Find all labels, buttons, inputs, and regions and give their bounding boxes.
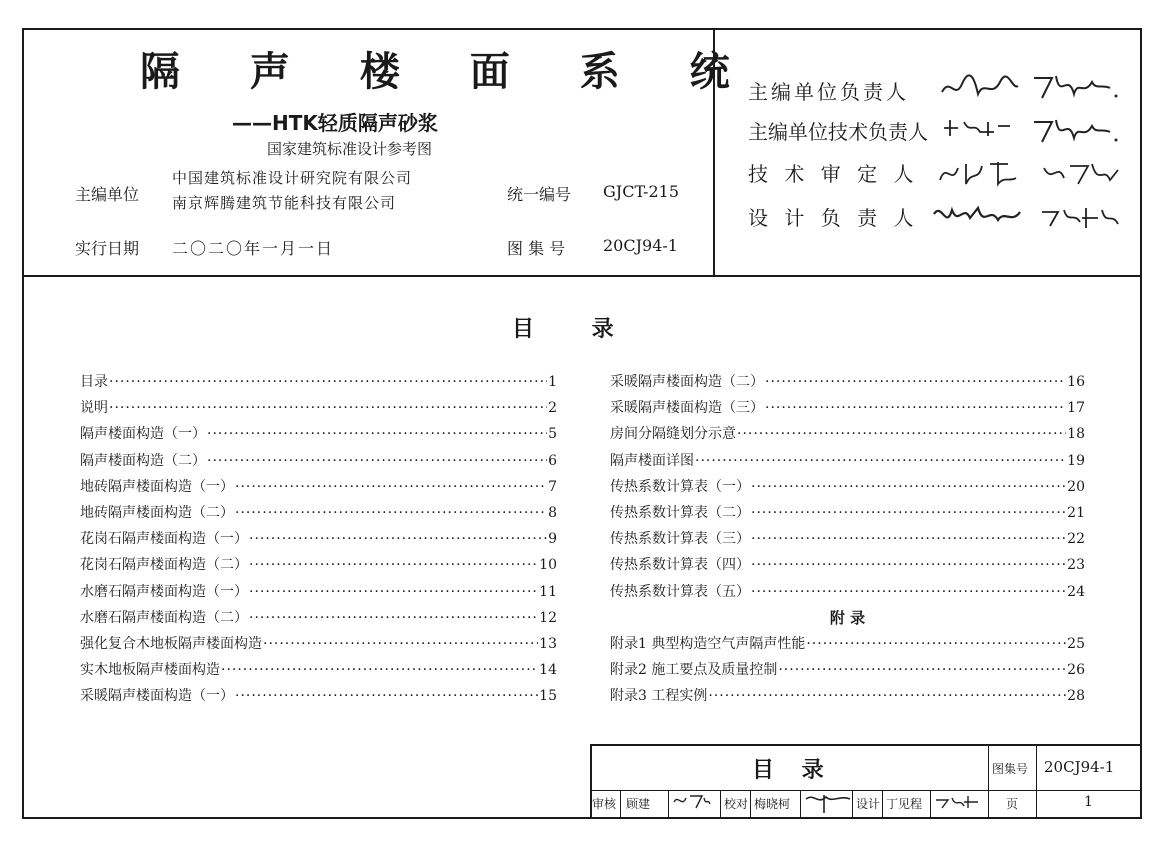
signature-image bbox=[672, 792, 712, 813]
title-block-title: 目 录 bbox=[752, 758, 824, 783]
toc-entry-name: 采暖隔声楼面构造（一） bbox=[80, 688, 234, 705]
title-block-top bbox=[590, 744, 1142, 746]
toc-leader-dots bbox=[235, 474, 547, 500]
toc-entry-page: 19 bbox=[1067, 452, 1085, 469]
toc-entry-page: 12 bbox=[539, 609, 557, 626]
toc-entry-page: 7 bbox=[548, 478, 557, 495]
toc-leader-dots bbox=[737, 421, 1066, 447]
header-divider bbox=[22, 275, 1142, 277]
toc-entry-page: 16 bbox=[1067, 374, 1085, 390]
toc-entry-name: 采暖隔声楼面构造（二） bbox=[610, 374, 764, 390]
toc-left-column bbox=[80, 369, 557, 710]
toc-leader-dots bbox=[207, 421, 547, 447]
toc-entry-name: 强化复合木地板隔声楼面构造 bbox=[80, 636, 262, 653]
title-block-mid bbox=[590, 790, 1142, 791]
reference-label: 国家建筑标准设计参考图 bbox=[267, 140, 433, 158]
toc-entry bbox=[610, 500, 1085, 526]
toc-entry-page: 26 bbox=[1067, 662, 1085, 679]
signature-image bbox=[934, 792, 984, 813]
toc-leader-dots bbox=[263, 631, 538, 657]
toc-entry bbox=[80, 500, 557, 526]
signature-image bbox=[1040, 158, 1120, 193]
toc-entry-name: 房间分隔缝划分示意 bbox=[610, 426, 736, 443]
toc-entry-name: 隔声楼面构造（一） bbox=[80, 426, 206, 443]
toc-entry-name: 传热系数计算表（一） bbox=[610, 478, 750, 495]
toc-entry bbox=[80, 474, 557, 500]
toc-entry-name: 附录2 施工要点及质量控制 bbox=[610, 662, 778, 679]
editor-unit-1: 中国建筑标准设计研究院有限公司 bbox=[172, 169, 413, 187]
signature-image bbox=[1040, 202, 1120, 237]
signature-image bbox=[1030, 114, 1120, 151]
toc-entry-page: 2 bbox=[548, 400, 557, 417]
toc-entry-name: 实木地板隔声楼面构造 bbox=[80, 662, 220, 679]
toc-leader-dots bbox=[207, 448, 547, 474]
toc-leader-dots bbox=[751, 526, 1066, 552]
toc-entry-page: 11 bbox=[539, 583, 557, 600]
toc-entry bbox=[80, 395, 557, 421]
toc-entry bbox=[610, 395, 1085, 421]
toc-right-column bbox=[610, 369, 1085, 710]
toc-entry bbox=[610, 369, 1085, 395]
cell-divider bbox=[720, 790, 721, 819]
toc-entry-page: 14 bbox=[539, 662, 557, 679]
toc-entry bbox=[80, 526, 557, 552]
signature-image bbox=[804, 791, 854, 818]
cell-divider bbox=[852, 790, 853, 819]
toc-entry-page: 17 bbox=[1067, 400, 1085, 417]
toc-entry-page: 23 bbox=[1067, 557, 1085, 574]
toc-entry-page: 6 bbox=[548, 452, 557, 469]
toc-entry-name: 隔声楼面详图 bbox=[610, 452, 694, 469]
toc-leader-dots bbox=[235, 683, 538, 709]
toc-leader-dots bbox=[249, 552, 538, 578]
toc-leader-dots bbox=[221, 657, 538, 683]
toc-entry-name: 采暖隔声楼面构造（三） bbox=[610, 400, 764, 417]
toc-entry-name: 目录 bbox=[80, 374, 108, 390]
resp-role-1: 主编单位负责人 bbox=[748, 80, 909, 104]
signature-image bbox=[942, 116, 1012, 145]
resp-role-2: 主编单位技术负责人 bbox=[748, 120, 928, 144]
review-label: 审核 bbox=[592, 797, 617, 811]
resp-role-3: 技 术 审 定 人 bbox=[748, 162, 919, 186]
atlas-no-label: 图 集 号 bbox=[507, 239, 566, 258]
check-label: 校对 bbox=[724, 797, 749, 811]
cell-divider bbox=[750, 790, 751, 819]
title-block-atlas-label: 图集号 bbox=[992, 762, 1029, 776]
title-block-divider bbox=[988, 744, 989, 819]
toc-entry-name: 说明 bbox=[80, 400, 108, 417]
toc-leader-dots bbox=[109, 395, 547, 421]
toc-leader-dots bbox=[765, 369, 1066, 395]
toc-entry bbox=[610, 657, 1085, 683]
atlas-no: 20CJ94-1 bbox=[603, 236, 678, 255]
reviewer: 顾建 bbox=[626, 797, 651, 811]
toc-entry-page: 21 bbox=[1067, 505, 1085, 522]
toc-leader-dots bbox=[235, 500, 547, 526]
toc-entry-name: 水磨石隔声楼面构造（一） bbox=[80, 583, 248, 600]
toc-entry-page: 1 bbox=[548, 374, 557, 390]
cell-divider bbox=[800, 790, 801, 819]
toc-entry bbox=[80, 552, 557, 578]
toc-entry-name: 传热系数计算表（二） bbox=[610, 505, 750, 522]
toc-entry-page: 10 bbox=[539, 557, 557, 574]
resp-role-4: 设 计 负 责 人 bbox=[748, 206, 919, 230]
toc-entry bbox=[610, 631, 1085, 657]
title-block-atlas-no: 20CJ94-1 bbox=[1044, 758, 1115, 776]
toc-entry-page: 9 bbox=[548, 531, 557, 548]
toc-leader-dots bbox=[806, 631, 1066, 657]
cell-divider bbox=[882, 790, 883, 819]
toc-entry bbox=[80, 683, 557, 709]
signature-image bbox=[938, 158, 1018, 193]
toc-leader-dots bbox=[249, 526, 547, 552]
toc-entry-page: 13 bbox=[539, 636, 557, 653]
toc-entry bbox=[610, 683, 1085, 709]
toc-entry-page: 8 bbox=[548, 505, 557, 522]
toc-entry-name: 隔声楼面构造（二） bbox=[80, 452, 206, 469]
toc-entry-page: 25 bbox=[1067, 636, 1085, 653]
toc-entry bbox=[80, 631, 557, 657]
toc-entry bbox=[610, 579, 1085, 605]
toc-leader-dots bbox=[708, 683, 1066, 709]
toc-leader-dots bbox=[751, 500, 1066, 526]
toc-leader-dots bbox=[751, 474, 1066, 500]
toc-leader-dots bbox=[109, 369, 547, 395]
toc-entry bbox=[610, 421, 1085, 447]
toc-entry-name: 花岗石隔声楼面构造（一） bbox=[80, 531, 248, 548]
toc-entry-page: 28 bbox=[1067, 688, 1085, 705]
toc-entry bbox=[80, 657, 557, 683]
cell-divider bbox=[620, 790, 621, 819]
editor-unit-2: 南京辉腾建筑节能科技有限公司 bbox=[172, 194, 397, 212]
toc-entry-page: 24 bbox=[1067, 583, 1085, 600]
toc-entry-name: 传热系数计算表（四） bbox=[610, 557, 750, 574]
toc-leader-dots bbox=[765, 395, 1066, 421]
date-value: 二〇二〇年一月一日 bbox=[172, 239, 335, 258]
signature-image bbox=[940, 72, 1020, 107]
toc-entry-page: 20 bbox=[1067, 478, 1085, 495]
toc-leader-dots bbox=[249, 605, 538, 631]
toc-entry-page: 18 bbox=[1067, 426, 1085, 443]
toc-leader-dots bbox=[778, 657, 1066, 683]
toc-entry bbox=[610, 474, 1085, 500]
toc-entry-name: 花岗石隔声楼面构造（二） bbox=[80, 557, 248, 574]
document-title: 隔 声 楼 面 系 统 bbox=[140, 49, 758, 95]
toc-entry bbox=[610, 448, 1085, 474]
page-label: 页 bbox=[1006, 797, 1019, 811]
toc-leader-dots bbox=[751, 579, 1066, 605]
toc-entry-name: 水磨石隔声楼面构造（二） bbox=[80, 609, 248, 626]
signature-image bbox=[932, 200, 1022, 237]
toc-leader-dots bbox=[695, 448, 1066, 474]
toc-title: 目 录 bbox=[512, 317, 614, 342]
unified-no: GJCT-215 bbox=[603, 182, 679, 201]
toc-entry bbox=[610, 552, 1085, 578]
toc-entry-name: 传热系数计算表（五） bbox=[610, 583, 750, 600]
cell-divider bbox=[930, 790, 931, 819]
toc-entry-name: 地砖隔声楼面构造（二） bbox=[80, 505, 234, 522]
toc-entry-page: 22 bbox=[1067, 531, 1085, 548]
document-subtitle: ——HTK轻质隔声砂浆 bbox=[232, 111, 438, 135]
toc-entry-name: 传热系数计算表（三） bbox=[610, 531, 750, 548]
toc-leader-dots bbox=[249, 579, 538, 605]
appendix-heading: 附 录 bbox=[829, 608, 866, 627]
signature-image bbox=[1030, 70, 1120, 107]
editor-unit-label: 主编单位 bbox=[75, 185, 140, 204]
checker: 梅晓柯 bbox=[754, 797, 791, 811]
cell-divider bbox=[668, 790, 669, 819]
toc-entry bbox=[80, 605, 557, 631]
toc-entry-page: 15 bbox=[539, 688, 557, 705]
toc-entry bbox=[80, 421, 557, 447]
toc-entry-page: 5 bbox=[548, 426, 557, 443]
date-label: 实行日期 bbox=[75, 239, 140, 258]
toc-entry-name: 地砖隔声楼面构造（一） bbox=[80, 478, 234, 495]
toc-entry-name: 附录1 典型构造空气声隔声性能 bbox=[610, 636, 806, 653]
toc-entry bbox=[80, 369, 557, 395]
designer: 丁见程 bbox=[886, 797, 923, 811]
toc-entry-name: 附录3 工程实例 bbox=[610, 688, 708, 705]
page-no: 1 bbox=[1084, 794, 1093, 810]
unified-no-label: 统一编号 bbox=[507, 185, 572, 204]
design-label: 设计 bbox=[856, 797, 881, 811]
toc-leader-dots bbox=[751, 552, 1066, 578]
toc-entry bbox=[610, 526, 1085, 552]
toc-entry bbox=[80, 448, 557, 474]
toc-entry bbox=[80, 579, 557, 605]
title-block-divider bbox=[1036, 744, 1037, 819]
